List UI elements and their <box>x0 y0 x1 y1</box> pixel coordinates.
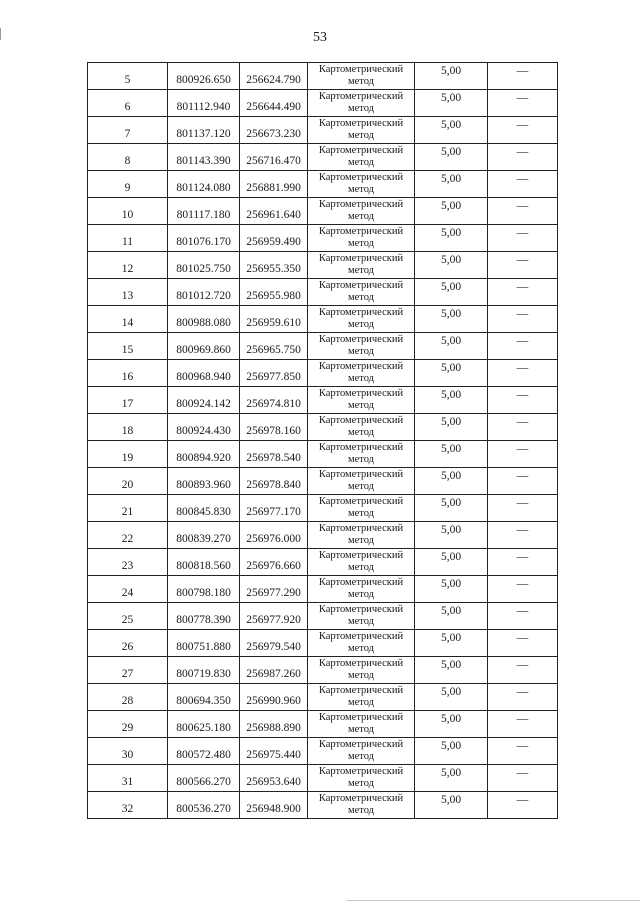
method-cell: Картометрический метод <box>308 765 415 792</box>
accuracy-cell: 5,00 <box>415 468 488 495</box>
description-cell: — <box>488 306 558 333</box>
method-cell: Картометрический метод <box>308 495 415 522</box>
description-cell: — <box>488 711 558 738</box>
x-coordinate-cell: 801143.390 <box>168 144 240 171</box>
method-cell: Картометрический метод <box>308 360 415 387</box>
x-coordinate-cell: 801025.750 <box>168 252 240 279</box>
y-coordinate-cell: 256959.610 <box>240 306 308 333</box>
table-row <box>88 198 558 225</box>
point-number-cell: 9 <box>88 171 168 198</box>
point-number-cell: 32 <box>88 792 168 819</box>
description-cell: — <box>488 792 558 819</box>
description-cell: — <box>488 63 558 90</box>
point-number-cell: 21 <box>88 495 168 522</box>
accuracy-cell: 5,00 <box>415 144 488 171</box>
x-coordinate-cell: 801117.180 <box>168 198 240 225</box>
point-number-cell: 14 <box>88 306 168 333</box>
point-number-cell: 13 <box>88 279 168 306</box>
method-cell: Картометрический метод <box>308 117 415 144</box>
x-coordinate-cell: 800969.860 <box>168 333 240 360</box>
table-row <box>88 90 558 117</box>
accuracy-cell: 5,00 <box>415 630 488 657</box>
accuracy-cell: 5,00 <box>415 684 488 711</box>
table-row <box>88 333 558 360</box>
x-coordinate-cell: 800988.080 <box>168 306 240 333</box>
point-number-cell: 28 <box>88 684 168 711</box>
accuracy-cell: 5,00 <box>415 495 488 522</box>
y-coordinate-cell: 256644.490 <box>240 90 308 117</box>
y-coordinate-cell: 256976.000 <box>240 522 308 549</box>
accuracy-cell: 5,00 <box>415 441 488 468</box>
method-cell: Картометрический метод <box>308 144 415 171</box>
method-cell: Картометрический метод <box>308 792 415 819</box>
page-number: 53 <box>313 30 327 45</box>
point-number-cell: 30 <box>88 738 168 765</box>
accuracy-cell: 5,00 <box>415 252 488 279</box>
coordinates-table-body <box>88 63 558 819</box>
y-coordinate-cell: 256990.960 <box>240 684 308 711</box>
method-cell: Картометрический метод <box>308 90 415 117</box>
description-cell: — <box>488 657 558 684</box>
method-cell: Картометрический метод <box>308 576 415 603</box>
description-cell: — <box>488 90 558 117</box>
accuracy-cell: 5,00 <box>415 387 488 414</box>
table-row <box>88 711 558 738</box>
y-coordinate-cell: 256948.900 <box>240 792 308 819</box>
y-coordinate-cell: 256977.170 <box>240 495 308 522</box>
x-coordinate-cell: 800818.560 <box>168 549 240 576</box>
point-number-cell: 24 <box>88 576 168 603</box>
point-number-cell: 6 <box>88 90 168 117</box>
table-row <box>88 387 558 414</box>
method-cell: Картометрический метод <box>308 63 415 90</box>
accuracy-cell: 5,00 <box>415 360 488 387</box>
method-cell: Картометрический метод <box>308 306 415 333</box>
accuracy-cell: 5,00 <box>415 738 488 765</box>
x-coordinate-cell: 800893.960 <box>168 468 240 495</box>
table-row <box>88 441 558 468</box>
description-cell: — <box>488 441 558 468</box>
accuracy-cell: 5,00 <box>415 225 488 252</box>
y-coordinate-cell: 256988.890 <box>240 711 308 738</box>
accuracy-cell: 5,00 <box>415 306 488 333</box>
method-cell: Картометрический метод <box>308 414 415 441</box>
y-coordinate-cell: 256977.290 <box>240 576 308 603</box>
y-coordinate-cell: 256979.540 <box>240 630 308 657</box>
y-coordinate-cell: 256961.640 <box>240 198 308 225</box>
point-number-cell: 10 <box>88 198 168 225</box>
x-coordinate-cell: 801137.120 <box>168 117 240 144</box>
y-coordinate-cell: 256673.230 <box>240 117 308 144</box>
description-cell: — <box>488 684 558 711</box>
description-cell: — <box>488 765 558 792</box>
accuracy-cell: 5,00 <box>415 90 488 117</box>
point-number-cell: 17 <box>88 387 168 414</box>
point-number-cell: 22 <box>88 522 168 549</box>
y-coordinate-cell: 256987.260 <box>240 657 308 684</box>
method-cell: Картометрический метод <box>308 684 415 711</box>
method-cell: Картометрический метод <box>308 441 415 468</box>
method-cell: Картометрический метод <box>308 225 415 252</box>
table-row <box>88 252 558 279</box>
method-cell: Картометрический метод <box>308 171 415 198</box>
scan-edge-mark <box>0 28 1 40</box>
table-row <box>88 495 558 522</box>
y-coordinate-cell: 256953.640 <box>240 765 308 792</box>
table-row <box>88 792 558 819</box>
description-cell: — <box>488 360 558 387</box>
x-coordinate-cell: 800566.270 <box>168 765 240 792</box>
table-row <box>88 738 558 765</box>
point-number-cell: 8 <box>88 144 168 171</box>
x-coordinate-cell: 800894.920 <box>168 441 240 468</box>
table-row <box>88 117 558 144</box>
table-row <box>88 603 558 630</box>
table-row <box>88 171 558 198</box>
description-cell: — <box>488 468 558 495</box>
x-coordinate-cell: 801112.940 <box>168 90 240 117</box>
description-cell: — <box>488 387 558 414</box>
method-cell: Картометрический метод <box>308 279 415 306</box>
x-coordinate-cell: 800778.390 <box>168 603 240 630</box>
table-row <box>88 765 558 792</box>
y-coordinate-cell: 256978.160 <box>240 414 308 441</box>
table-row <box>88 522 558 549</box>
description-cell: — <box>488 576 558 603</box>
scan-bottom-line <box>346 900 640 901</box>
y-coordinate-cell: 256977.850 <box>240 360 308 387</box>
point-number-cell: 26 <box>88 630 168 657</box>
description-cell: — <box>488 495 558 522</box>
description-cell: — <box>488 144 558 171</box>
x-coordinate-cell: 801076.170 <box>168 225 240 252</box>
table-row <box>88 576 558 603</box>
accuracy-cell: 5,00 <box>415 576 488 603</box>
x-coordinate-cell: 800839.270 <box>168 522 240 549</box>
table-row <box>88 684 558 711</box>
x-coordinate-cell: 801012.720 <box>168 279 240 306</box>
accuracy-cell: 5,00 <box>415 279 488 306</box>
table-row <box>88 225 558 252</box>
table-row <box>88 306 558 333</box>
description-cell: — <box>488 738 558 765</box>
accuracy-cell: 5,00 <box>415 198 488 225</box>
table-row <box>88 144 558 171</box>
table-row <box>88 279 558 306</box>
point-number-cell: 23 <box>88 549 168 576</box>
y-coordinate-cell: 256881.990 <box>240 171 308 198</box>
y-coordinate-cell: 256716.470 <box>240 144 308 171</box>
coordinates-table <box>87 62 558 819</box>
x-coordinate-cell: 800719.830 <box>168 657 240 684</box>
y-coordinate-cell: 256977.920 <box>240 603 308 630</box>
method-cell: Картометрический метод <box>308 711 415 738</box>
table-row <box>88 63 558 90</box>
y-coordinate-cell: 256955.350 <box>240 252 308 279</box>
method-cell: Картометрический метод <box>308 738 415 765</box>
y-coordinate-cell: 256978.840 <box>240 468 308 495</box>
accuracy-cell: 5,00 <box>415 657 488 684</box>
method-cell: Картометрический метод <box>308 657 415 684</box>
x-coordinate-cell: 800751.880 <box>168 630 240 657</box>
accuracy-cell: 5,00 <box>415 549 488 576</box>
description-cell: — <box>488 333 558 360</box>
y-coordinate-cell: 256955.980 <box>240 279 308 306</box>
description-cell: — <box>488 279 558 306</box>
y-coordinate-cell: 256975.440 <box>240 738 308 765</box>
x-coordinate-cell: 800845.830 <box>168 495 240 522</box>
table-row <box>88 549 558 576</box>
method-cell: Картометрический метод <box>308 198 415 225</box>
x-coordinate-cell: 801124.080 <box>168 171 240 198</box>
accuracy-cell: 5,00 <box>415 333 488 360</box>
table-row <box>88 630 558 657</box>
accuracy-cell: 5,00 <box>415 603 488 630</box>
accuracy-cell: 5,00 <box>415 117 488 144</box>
point-number-cell: 7 <box>88 117 168 144</box>
y-coordinate-cell: 256959.490 <box>240 225 308 252</box>
point-number-cell: 12 <box>88 252 168 279</box>
description-cell: — <box>488 549 558 576</box>
accuracy-cell: 5,00 <box>415 522 488 549</box>
point-number-cell: 29 <box>88 711 168 738</box>
y-coordinate-cell: 256978.540 <box>240 441 308 468</box>
point-number-cell: 31 <box>88 765 168 792</box>
x-coordinate-cell: 800924.430 <box>168 414 240 441</box>
method-cell: Картометрический метод <box>308 252 415 279</box>
y-coordinate-cell: 256976.660 <box>240 549 308 576</box>
method-cell: Картометрический метод <box>308 549 415 576</box>
accuracy-cell: 5,00 <box>415 711 488 738</box>
x-coordinate-cell: 800572.480 <box>168 738 240 765</box>
x-coordinate-cell: 800924.142 <box>168 387 240 414</box>
point-number-cell: 11 <box>88 225 168 252</box>
y-coordinate-cell: 256624.790 <box>240 63 308 90</box>
point-number-cell: 19 <box>88 441 168 468</box>
y-coordinate-cell: 256965.750 <box>240 333 308 360</box>
x-coordinate-cell: 800968.940 <box>168 360 240 387</box>
accuracy-cell: 5,00 <box>415 63 488 90</box>
point-number-cell: 27 <box>88 657 168 684</box>
description-cell: — <box>488 522 558 549</box>
method-cell: Картометрический метод <box>308 630 415 657</box>
point-number-cell: 20 <box>88 468 168 495</box>
y-coordinate-cell: 256974.810 <box>240 387 308 414</box>
x-coordinate-cell: 800536.270 <box>168 792 240 819</box>
method-cell: Картометрический метод <box>308 333 415 360</box>
point-number-cell: 15 <box>88 333 168 360</box>
description-cell: — <box>488 225 558 252</box>
point-number-cell: 18 <box>88 414 168 441</box>
accuracy-cell: 5,00 <box>415 171 488 198</box>
accuracy-cell: 5,00 <box>415 765 488 792</box>
table-row <box>88 468 558 495</box>
table-row <box>88 414 558 441</box>
point-number-cell: 25 <box>88 603 168 630</box>
description-cell: — <box>488 252 558 279</box>
description-cell: — <box>488 630 558 657</box>
description-cell: — <box>488 171 558 198</box>
table-row <box>88 657 558 684</box>
point-number-cell: 5 <box>88 63 168 90</box>
description-cell: — <box>488 603 558 630</box>
method-cell: Картометрический метод <box>308 387 415 414</box>
point-number-cell: 16 <box>88 360 168 387</box>
x-coordinate-cell: 800694.350 <box>168 684 240 711</box>
x-coordinate-cell: 800926.650 <box>168 63 240 90</box>
method-cell: Картометрический метод <box>308 603 415 630</box>
x-coordinate-cell: 800798.180 <box>168 576 240 603</box>
x-coordinate-cell: 800625.180 <box>168 711 240 738</box>
accuracy-cell: 5,00 <box>415 792 488 819</box>
description-cell: — <box>488 117 558 144</box>
accuracy-cell: 5,00 <box>415 414 488 441</box>
method-cell: Картометрический метод <box>308 468 415 495</box>
description-cell: — <box>488 198 558 225</box>
method-cell: Картометрический метод <box>308 522 415 549</box>
table-row <box>88 360 558 387</box>
description-cell: — <box>488 414 558 441</box>
